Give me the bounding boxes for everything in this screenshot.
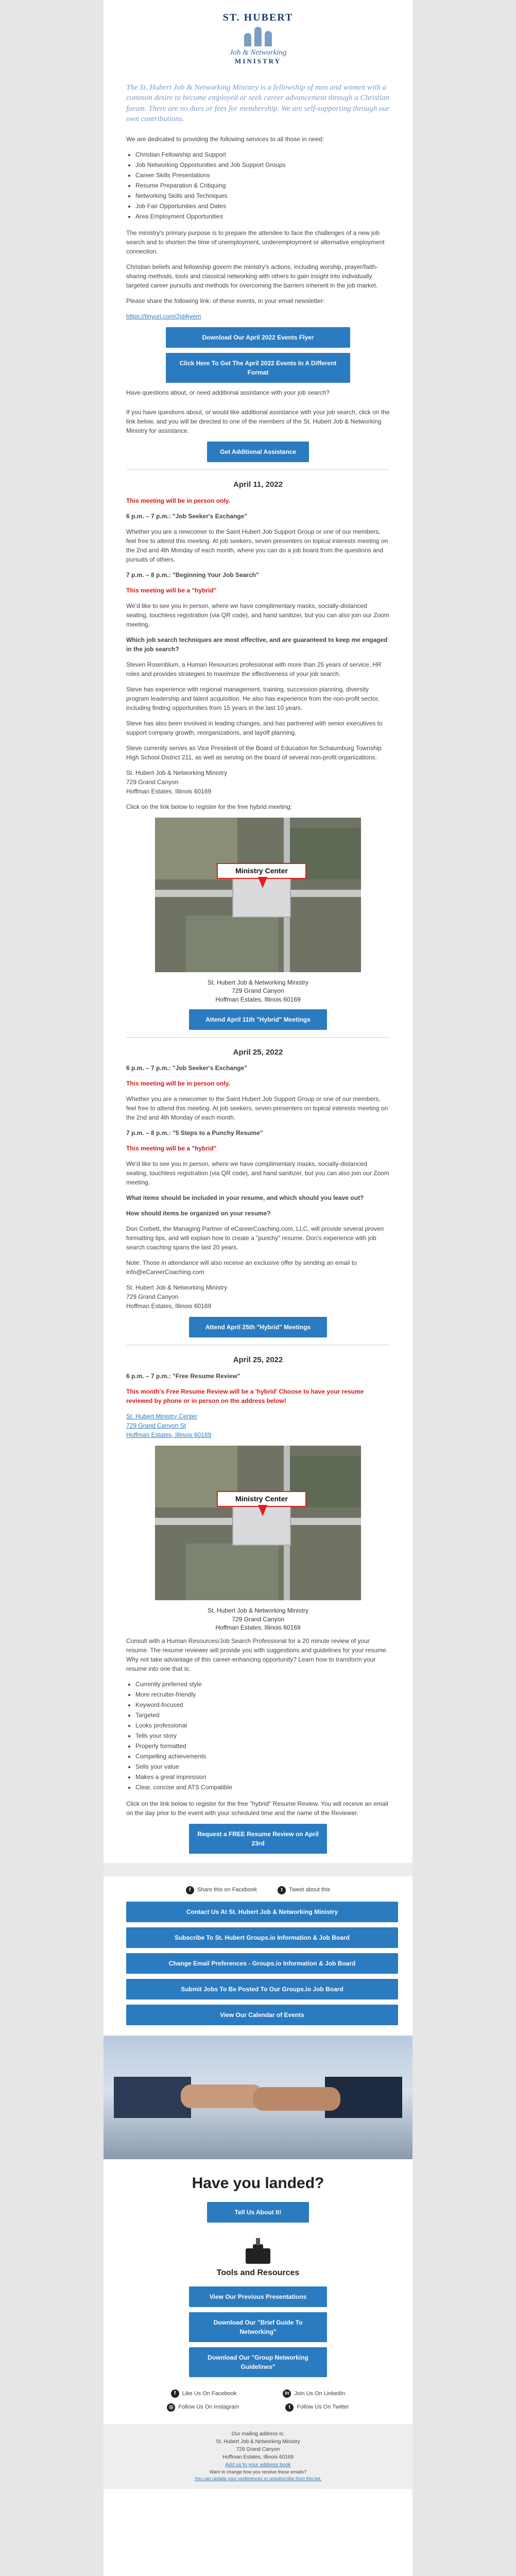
session-time: 7 p.m. – 8 p.m.: "Beginning Your Job Search" [126, 571, 259, 579]
twitter-label: Follow Us On Twitter [297, 2404, 349, 2411]
venue-org: St. Hubert Job & Networking Ministry [126, 1284, 228, 1292]
meeting-date: April 25, 2022 [233, 1355, 283, 1365]
share-facebook-label: Share this on Facebook [197, 1887, 257, 1893]
tools-title: Tools and Resources [216, 2268, 300, 2277]
map-caption-addr1: 729 Grand Canyon [232, 1615, 284, 1623]
arrow-icon [258, 1505, 267, 1516]
session-desc: Whether you are a newcomer to the Saint Hubert Job Support Group or one of our members, feel free to attend this meeting. At job seekers, seven presenters on topical interests meeting on the 2nd and 4th Monday of each month. [126, 1095, 388, 1122]
intro-text: The St. Hubert Job & Networking Ministry is a fellowship of men and women with a common desire to become employed or seek career advancement through a Christian forum. There are no dues or fees for membership. We are self-supporting through our own contributions. [126, 83, 390, 123]
session-time: 6 p.m. – 7 p.m.: "Job Seeker's Exchange" [126, 1064, 247, 1072]
presentations-button[interactable]: View Our Previous Presentations [189, 2286, 327, 2307]
list-item: • Christian Fellowship and Support [135, 150, 390, 159]
handshake-image [104, 2036, 412, 2159]
calendar-button[interactable]: View Our Calendar of Events [126, 2005, 398, 2025]
format-note: This meeting will be in person only. [126, 497, 230, 504]
attend-april-25-button[interactable]: Attend April 25th "Hybrid" Meetings [189, 1317, 327, 1337]
facebook-icon: f [171, 2389, 179, 2398]
list-item: • Sells your value [135, 1762, 390, 1771]
list-item: • Currently preferred style [135, 1680, 390, 1689]
tell-us-button[interactable]: Tell Us About It! [207, 2202, 309, 2223]
group-guidelines-button[interactable]: Download Our "Group Networking Guidelines" [189, 2347, 327, 2377]
list-item: • Career Skills Presentations [135, 171, 390, 180]
arrow-icon [258, 877, 267, 888]
list-item: • Compelling achievements [135, 1752, 390, 1761]
list-item: • Area Employment Opportunities [135, 212, 390, 221]
map-caption [126, 1606, 390, 1632]
list-item: • Networking Skills and Techniques [135, 191, 390, 200]
list-item: • More recruiter-friendly [135, 1690, 390, 1699]
header-logo [104, 0, 412, 77]
map-image [155, 818, 361, 972]
list-item: • Job Fair Opportunities and Dates [135, 201, 390, 211]
venue [126, 768, 390, 796]
list-item: • Resume Preparation & Critiquing [135, 181, 390, 190]
twitter-icon: t [285, 2403, 294, 2412]
meeting-date: April 25, 2022 [233, 1047, 283, 1057]
speaker-bio: Steve currently serves as Vice President of the Board of Education for Schaumburg Township High School District 211, as well as serving on the board of several non-profit organizations. [126, 744, 382, 761]
footer-line: Hoffman Estates, Illinois 60169 [222, 2454, 294, 2460]
hybrid-desc: We'd like to see you in person, where we have complimentary masks, socially-distanced seating, touchless registration (via QR code), and hand sanitizer, but you can also join our Zoom meeting. [126, 1160, 389, 1187]
resume-lead: Consult with a Human Resources/Job Search Professional for a 20 minute review of your resume. The resume reviewer will provide you with suggestions and guidelines for your resume. Why not take advantage of this career-enhancing opportunity? Learn how to transform your resume into one that is: [126, 1637, 388, 1673]
org-name-line1: ST. HUBERT [222, 12, 294, 23]
session-time: 7 p.m. – 8 p.m.: "5 Steps to a Punchy Resume" [126, 1129, 263, 1137]
venue-addr2[interactable]: Hoffman Estates, Illinois 60169 [126, 1431, 212, 1438]
venue-addr1: 729 Grand Canyon [126, 1293, 179, 1301]
list-item: • Keyword-focused [135, 1700, 390, 1709]
session-question: What items should be included in your resume, and which should you leave out? [126, 1194, 364, 1202]
list-item: • Properly formatted [135, 1741, 390, 1751]
format-note: This meeting will be in person only. [126, 1080, 230, 1088]
ministry-logo-icon [235, 26, 281, 46]
facebook-link[interactable] [171, 2389, 237, 2398]
session-time: 6 p.m. – 7 p.m.: "Job Seeker's Exchange" [126, 512, 247, 520]
share-link[interactable]: https://tinyurl.com/2jd4jyem [126, 313, 201, 320]
map-caption [126, 978, 390, 1004]
share-facebook-link[interactable] [186, 1886, 257, 1894]
org-name-line3: MINISTRY [235, 57, 281, 65]
map-caption-addr2: Hoffman Estates, Illinois 60169 [215, 1624, 301, 1632]
divider [126, 469, 390, 470]
divider [126, 1037, 390, 1038]
share-text: Please share the following link: of these events, in your email newsletter: [126, 297, 325, 304]
venue-addr2: Hoffman Estates, Illinois 60169 [126, 787, 212, 795]
twitter-icon: t [278, 1886, 286, 1894]
speaker-bio: Steven Rosenblum, a Human Resources professional with more than 25 years of service, HR roles and provides strategies to maximize the effectiveness of your job search. [126, 660, 382, 677]
tweet-link[interactable] [278, 1886, 330, 1894]
email-page [104, 0, 412, 2576]
twitter-link[interactable] [285, 2403, 349, 2412]
brief-guide-button[interactable]: Download Our "Brief Guide To Networking" [189, 2312, 327, 2342]
additional-assistance-button[interactable]: Get Additional Assistance [207, 442, 309, 462]
venue-name[interactable]: St. Hubert Ministry Center [126, 1412, 198, 1420]
divider-bar [104, 1863, 412, 1876]
hybrid-note: This month's Free Resume Review will be a 'hybrid' Choose to have your resume reviewed by phone or in person on the address below! [126, 1387, 364, 1404]
services-list [135, 150, 390, 221]
session-question: How should items be organized on your resume? [126, 1210, 271, 1217]
speaker-bio: Steve has also been involved in leading changes, and has partnered with senior executives to support company growth, reorganizations, and layoff planning. [126, 719, 383, 736]
list-item: • Clear, concise and ATS Compatible [135, 1783, 390, 1792]
tweet-label: Tweet about this [289, 1887, 331, 1893]
venue-addr1[interactable]: 729 Grand Canyon St [126, 1421, 186, 1429]
subscribe-button[interactable]: Subscribe To St. Hubert Groups.io Information & Job Board [126, 1927, 398, 1948]
download-flyer-button[interactable]: Download Our April 2022 Events Flyer [166, 327, 350, 348]
facebook-icon: f [186, 1886, 194, 1894]
venue [126, 1412, 390, 1439]
session-time: 6 p.m. – 7 p.m.: "Free Resume Review" [126, 1372, 240, 1380]
meeting-date: April 11, 2022 [233, 480, 283, 489]
linkedin-link[interactable] [283, 2389, 345, 2398]
tools-icon [243, 2238, 273, 2264]
different-format-button[interactable]: Click Here To Get The April 2022 Events In A Different Format [166, 353, 350, 383]
map-label: Ministry Center [217, 1491, 306, 1507]
venue [126, 1283, 390, 1311]
org-name-line2: Job & Networking [229, 48, 287, 57]
session-question: Which job search techniques are most effective, and are guaranteed to keep me engaged in the job search? [126, 636, 388, 653]
map-label: Ministry Center [217, 863, 306, 879]
submit-jobs-button[interactable]: Submit Jobs To Be Posted To Our Groups.io Job Board [126, 1979, 398, 1999]
services-lead: We are dedicated to providing the following services to all those in need: [126, 135, 324, 143]
format-note: This meeting will be a "hybrid" [126, 1145, 217, 1153]
hybrid-desc: We'd like to see you in person, where we have complimentary masks, socially-distanced seating, touchless registration (via QR code), and hand sanitizer, but you can also join our Zoom meeting. [126, 602, 389, 628]
note: Note: Those in attendance will also receive an exclusive offer by sending an email to info@eCareerCoaching.com [126, 1259, 357, 1276]
networking-text: Christian beliefs and fellowship govern the ministry's actions, including worship, prayer/faith-sharing methods, tools and classical networking with others to gain insight into individually targeted career pursuits and methods for overcoming the barriers inherent in the job market. [126, 263, 378, 289]
list-item: • Looks professional [135, 1721, 390, 1730]
questions-detail: If you have questions about, or would like additional assistance with your job search, click on the link below, and you will be directed to one of the members of the St. Hubert Job & Networking Ministry for assistance. [126, 409, 390, 434]
instagram-label: Follow Us On Instagram [178, 2404, 239, 2411]
list-item: • Makes a great impression [135, 1772, 390, 1782]
purpose-text: The ministry's primary purpose is to prepare the attendee to face the challenges of a new job search and to shorten the time of unemployment, underemployment or alternative employment connection. [126, 229, 385, 255]
facebook-label: Like Us On Facebook [182, 2390, 237, 2397]
landed-title: Have you landed? [192, 2174, 324, 2192]
instagram-icon: ◎ [167, 2403, 175, 2412]
contact-button[interactable]: Contact Us At St. Hubert Job & Networking Ministry [126, 1902, 398, 1922]
venue-org: St. Hubert Job & Networking Ministry [126, 769, 228, 776]
address-book-link[interactable]: Add us to your address book [225, 2462, 291, 2468]
speaker-bio: Steve has experience with regional management, training, succession planning, diversity program leadership and talent acquisition. He also has experience from the non-profit sector, including finding opportunities from 15 years in the last 10 years. [126, 685, 380, 711]
attend-april-11-button[interactable]: Attend April 11th "Hybrid" Meetings [189, 1009, 327, 1030]
request-resume-button[interactable]: Request a FREE Resume Review on April 23rd [189, 1824, 327, 1854]
footer-line: Want to change how you receive these emails? [209, 2469, 307, 2475]
footer-line: 729 Grand Canyon [236, 2446, 280, 2452]
resume-footer: Click on the link below to register for the free "hybrid" Resume Review. You will receive an email on the day prior to the event with your scheduled time and the name of the Reviewer. [126, 1800, 388, 1817]
list-item: • Targeted [135, 1710, 390, 1720]
linkedin-label: Join Us On LinkedIn [294, 2390, 346, 2397]
list-item: • Job Networking Opportunities and Job Support Groups [135, 160, 390, 170]
map-caption-org: St. Hubert Job & Networking Ministry [207, 978, 309, 986]
social-follow-row [160, 2389, 356, 2412]
link-note: Click on the link below to register for the free hybrid meeting: [126, 803, 293, 810]
session-desc: Whether you are a newcomer to the Saint Hubert Job Support Group or one of our members, feel free to attend this meeting. At job seekers, seven presenters on topical interests meeting on the 2nd and 4th Monday of each month, where you can do a job board from the questions and pursuits of others. [126, 528, 388, 563]
footer-line: St. Hubert Job & Networking Ministry [216, 2438, 300, 2445]
map-image [155, 1446, 361, 1600]
questions-text: Have questions about, or need additional assistance with your job search? [126, 389, 330, 396]
map-caption-addr2: Hoffman Estates, Illinois 60169 [215, 996, 301, 1004]
format-note: This meeting will be a "hybrid" [126, 586, 217, 594]
instagram-link[interactable] [167, 2403, 239, 2412]
linkedin-icon: in [283, 2389, 291, 2398]
speaker-bio: Don Corbett, the Managing Partner of eCareerCoaching.com, LLC, will provide several proven formatting tips, and will explain how to create a "punchy" resume. Don's experience with job search coaching spans the last 20 years. [126, 1225, 384, 1251]
social-share-row [126, 1886, 390, 1894]
footer-line: Our mailing address is: [231, 2431, 285, 2437]
change-email-button[interactable]: Change Email Preferences - Groups.io Information & Job Board [126, 1953, 398, 1974]
venue-addr1: 729 Grand Canyon [126, 778, 179, 786]
list-item: • Tells your story [135, 1731, 390, 1740]
resume-list [135, 1680, 390, 1792]
map-caption-addr1: 729 Grand Canyon [232, 987, 284, 995]
venue-addr2: Hoffman Estates, Illinois 60169 [126, 1302, 212, 1310]
map-caption-org: St. Hubert Job & Networking Ministry [207, 1606, 309, 1614]
preferences-link[interactable]: You can update your preferences or unsubscribe from this list. [194, 2476, 322, 2482]
footer [104, 2424, 412, 2489]
